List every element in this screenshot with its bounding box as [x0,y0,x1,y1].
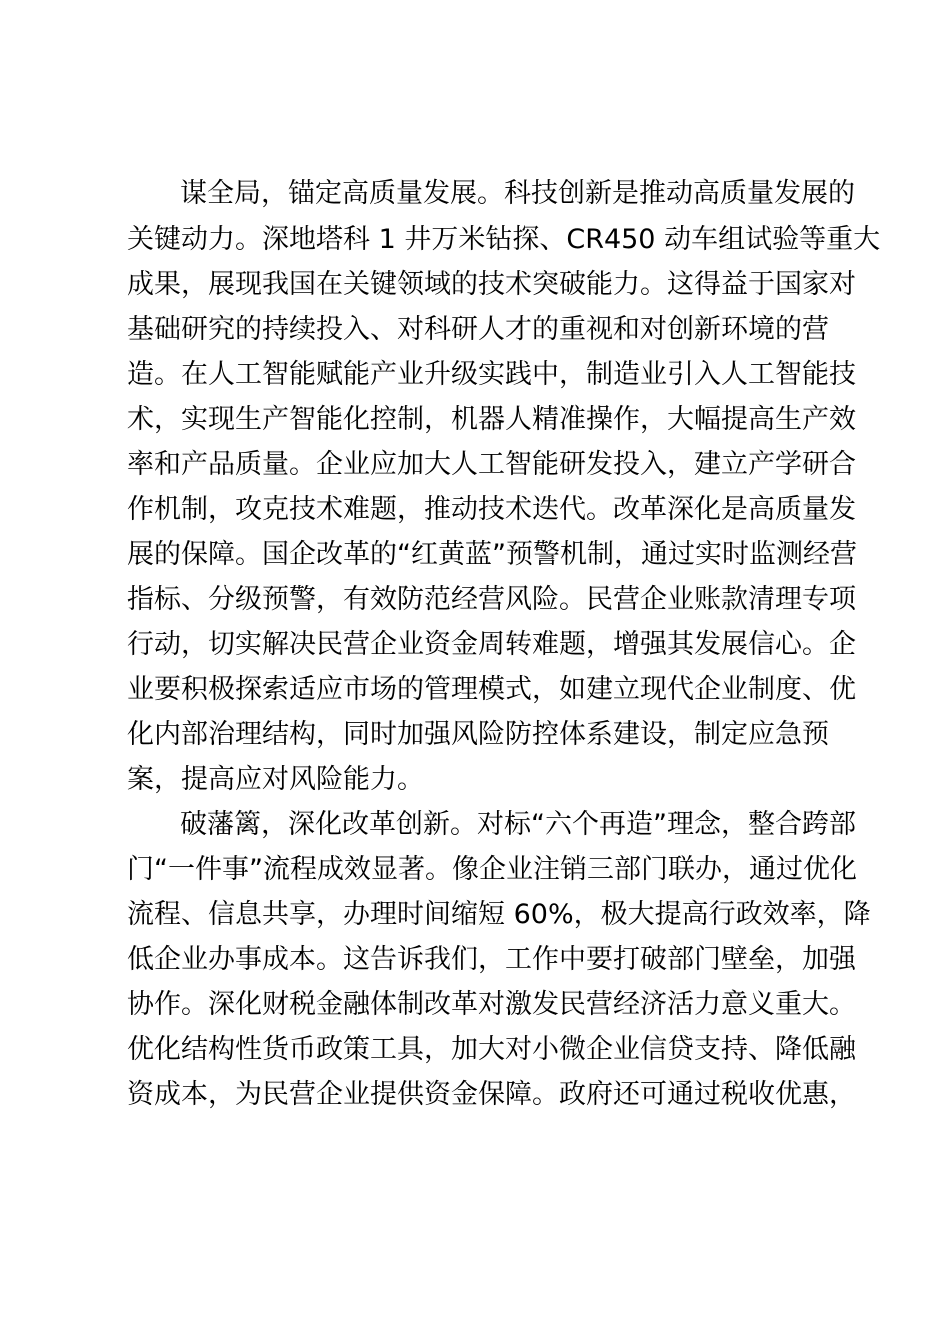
paragraph-line: 率和产品质量。企业应加大人工智能研发投入，建立产学研合 [127,449,856,480]
paragraph-line: 造。在人工智能赋能产业升级实践中，制造业引入人工智能技 [127,359,856,390]
paragraph-line: 低企业办事成本。这告诉我们，工作中要打破部门壁垒，加强 [127,944,856,975]
paragraph-line: 协作。深化财税金融体制改革对激发民营经济活力意义重大。 [127,989,856,1020]
paragraph-line: 优化结构性货币政策工具，加大对小微企业信贷支持、降低融 [127,1034,856,1065]
paragraph-line: 展的保障。国企改革的“红黄蓝”预警机制，通过实时监测经营 [127,539,857,570]
paragraph-line: 谋全局，锚定高质量发展。科技创新是推动高质量发展的 [180,178,855,209]
paragraph-line: 成果，展现我国在关键领域的技术突破能力。这得益于国家对 [127,269,856,300]
paragraph-line: 案，提高应对风险能力。 [127,764,424,795]
paragraph-line: 术，实现生产智能化控制，机器人精准操作，大幅提高生产效 [127,404,856,435]
paragraph-line: 化内部治理结构，同时加强风险防控体系建设，制定应急预 [127,719,829,750]
paragraph-line: 指标、分级预警，有效防范经营风险。民营企业账款清理专项 [127,584,856,615]
paragraph-line: 行动，切实解决民营企业资金周转难题，增强其发展信心。企 [127,629,856,660]
paragraph-line: 破藩篱，深化改革创新。对标“六个再造”理念，整合跨部 [180,809,856,840]
paragraph-line: 门“一件事”流程成效显著。像企业注销三部门联办，通过优化 [127,854,857,885]
paragraph-line: 基础研究的持续投入、对科研人才的重视和对创新环境的营 [127,314,829,345]
paragraph-line: 资成本，为民营企业提供资金保障。政府还可通过税收优惠， [127,1079,856,1110]
paragraph-line: 业要积极探索适应市场的管理模式，如建立现代企业制度、优 [127,674,856,705]
paragraph-line: 关键动力。深地塔科 1 井万米钻探、CR450 动车组试验等重大 [127,224,881,255]
paragraph-line: 作机制，攻克技术难题，推动技术迭代。改革深化是高质量发 [127,494,856,525]
paragraph-line: 流程、信息共享，办理时间缩短 60%，极大提高行政效率，降 [127,899,871,930]
